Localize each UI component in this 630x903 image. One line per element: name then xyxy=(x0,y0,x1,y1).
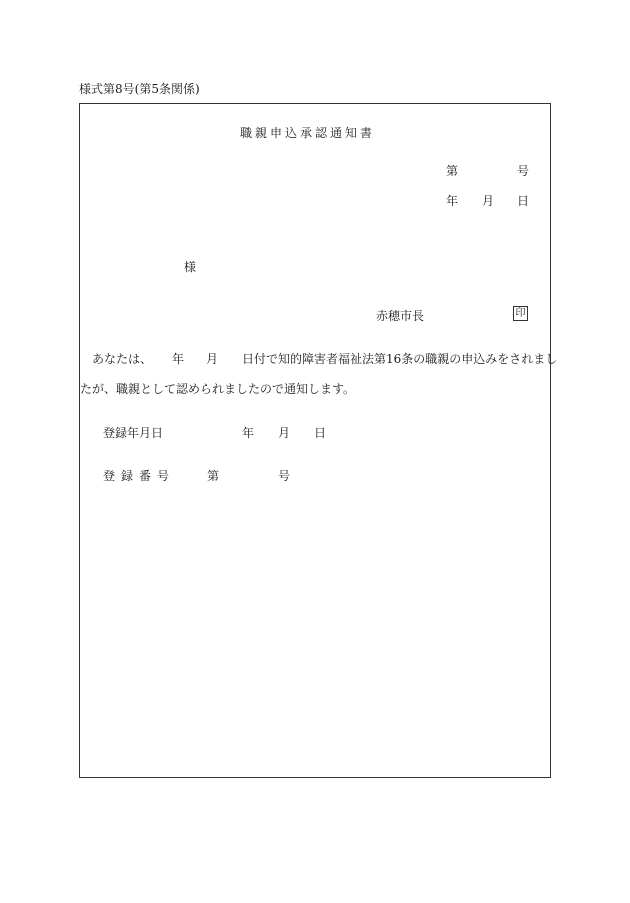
registration-day-label: 日 xyxy=(314,426,327,440)
body-line2: たが、職親として認められましたので通知します。 xyxy=(80,382,356,396)
number-suffix: 号 xyxy=(517,164,530,178)
body-month-label: 月 xyxy=(206,352,219,366)
registration-date-label: 登録年月日 xyxy=(103,426,164,440)
body-year-label: 年 xyxy=(172,352,185,366)
document-title: 職親申込承認通知書 xyxy=(240,126,376,140)
registration-number-suffix: 号 xyxy=(278,469,291,483)
date-year-label: 年 xyxy=(446,194,459,208)
registration-month-label: 月 xyxy=(278,426,291,440)
issuer-name: 赤穂市長 xyxy=(376,309,425,323)
body-line1-rest: 日付で知的障害者福祉法第16条の職親の申込みをされまし xyxy=(242,352,558,366)
body-line1-start: あなたは、 xyxy=(92,352,153,366)
seal-mark: 印 xyxy=(513,306,528,321)
registration-number-prefix: 第 xyxy=(207,469,220,483)
number-prefix: 第 xyxy=(446,164,459,178)
date-month-label: 月 xyxy=(482,194,495,208)
form-number-label: 様式第8号(第5条関係) xyxy=(79,82,200,96)
addressee-suffix: 様 xyxy=(184,260,197,274)
date-day-label: 日 xyxy=(517,194,530,208)
registration-number-label: 登録番号 xyxy=(103,469,176,483)
registration-year-label: 年 xyxy=(242,426,255,440)
